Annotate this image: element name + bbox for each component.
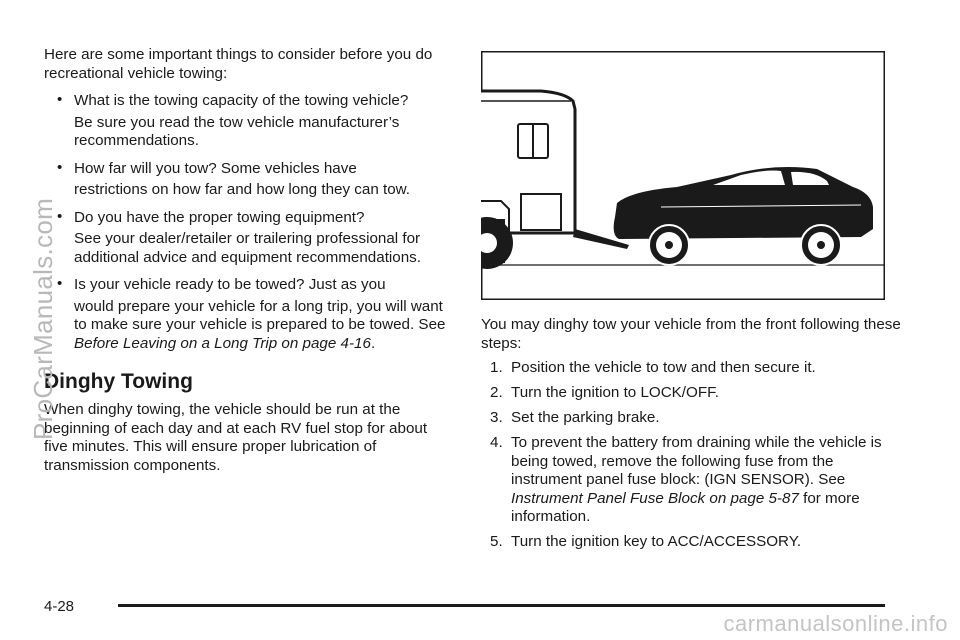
illustration-svg: [481, 51, 885, 300]
car-front-wheel-hub: [665, 241, 673, 249]
bullet-item: [44, 160, 449, 200]
cross-reference-link[interactable]: Instrument Panel Fuse Block on page 5-87: [511, 489, 799, 507]
bullet-question: How far will you tow? Some vehicles have: [74, 159, 357, 177]
rv-towing-car-illustration: [481, 51, 885, 300]
bullet-glyph: •: [57, 91, 63, 108]
page-number: 4-28: [44, 598, 75, 615]
step-item: [481, 359, 901, 378]
car-rear-wheel-hub: [817, 241, 825, 249]
steps-list: [481, 359, 901, 552]
bullet-glyph: •: [57, 158, 63, 176]
footer-rule: [118, 604, 885, 607]
bullet-question: What is the towing capacity of the towing vehicle?: [74, 92, 409, 109]
bullet-detail: See your dealer/retailer or trailering professional for additional advice and equipment recommendations.: [74, 230, 421, 266]
punctuation: .: [370, 334, 376, 352]
bullet-glyph: •: [57, 207, 63, 225]
bullet-question: Do you have the proper towing equipment?: [74, 208, 365, 226]
bullet-item: [44, 92, 449, 151]
side-watermark: ProCarManuals.com: [28, 197, 58, 440]
step-item: [481, 409, 901, 428]
footer-watermark: carmanualsonline.info: [723, 611, 948, 636]
step-text: Position the vehicle to tow and then secure it.: [511, 359, 816, 376]
bullet-glyph: •: [57, 275, 63, 292]
step-item: [481, 384, 901, 403]
step-number: 5.: [490, 533, 503, 550]
steps-intro: You may dinghy tow your vehicle from the front following these steps:: [481, 316, 901, 352]
step-number: 1.: [490, 359, 503, 376]
step-item: [481, 434, 901, 527]
bullet-question: Is your vehicle ready to be towed? Just as you: [74, 276, 386, 293]
intro-paragraph: Here are some important things to consider before you do recreational vehicle towing:: [44, 46, 433, 82]
bullet-item: [44, 276, 449, 353]
bullet-item: [44, 209, 449, 268]
bullet-detail: Be sure you read the tow vehicle manufacturer’s recommendations.: [74, 113, 400, 149]
right-column: [481, 316, 901, 558]
cross-reference-link[interactable]: Before Leaving on a Long Trip on page 4-16: [74, 334, 371, 352]
step-text-after: for more information.: [511, 489, 860, 525]
step-number: 3.: [490, 409, 503, 426]
step-item: [481, 533, 901, 552]
bullet-detail: would prepare your vehicle for a long trip, you will want to make sure your vehicle is prepared to be towed. See: [74, 297, 446, 333]
bullet-detail: restrictions on how far and how long they can tow.: [74, 181, 411, 198]
step-text: Set the parking brake.: [511, 409, 660, 426]
rv-door: [521, 194, 561, 230]
step-number: 2.: [490, 384, 503, 401]
left-column: [44, 46, 449, 475]
step-number: 4.: [490, 434, 503, 451]
section-body: When dinghy towing, the vehicle should be run at the beginning of each day and at each RV fuel stop for about five minutes. This will ensure proper lubrication of transmission components.: [44, 401, 428, 474]
section-title: Dinghy Towing: [44, 370, 193, 393]
step-text: To prevent the battery from draining while the vehicle is being towed, remove the following fuse from the instrument panel fuse block: (IGN SENSOR). See: [511, 434, 882, 488]
step-text: Turn the ignition to LOCK/OFF.: [511, 384, 719, 401]
step-text: Turn the ignition key to ACC/ACCESSORY.: [511, 533, 802, 550]
